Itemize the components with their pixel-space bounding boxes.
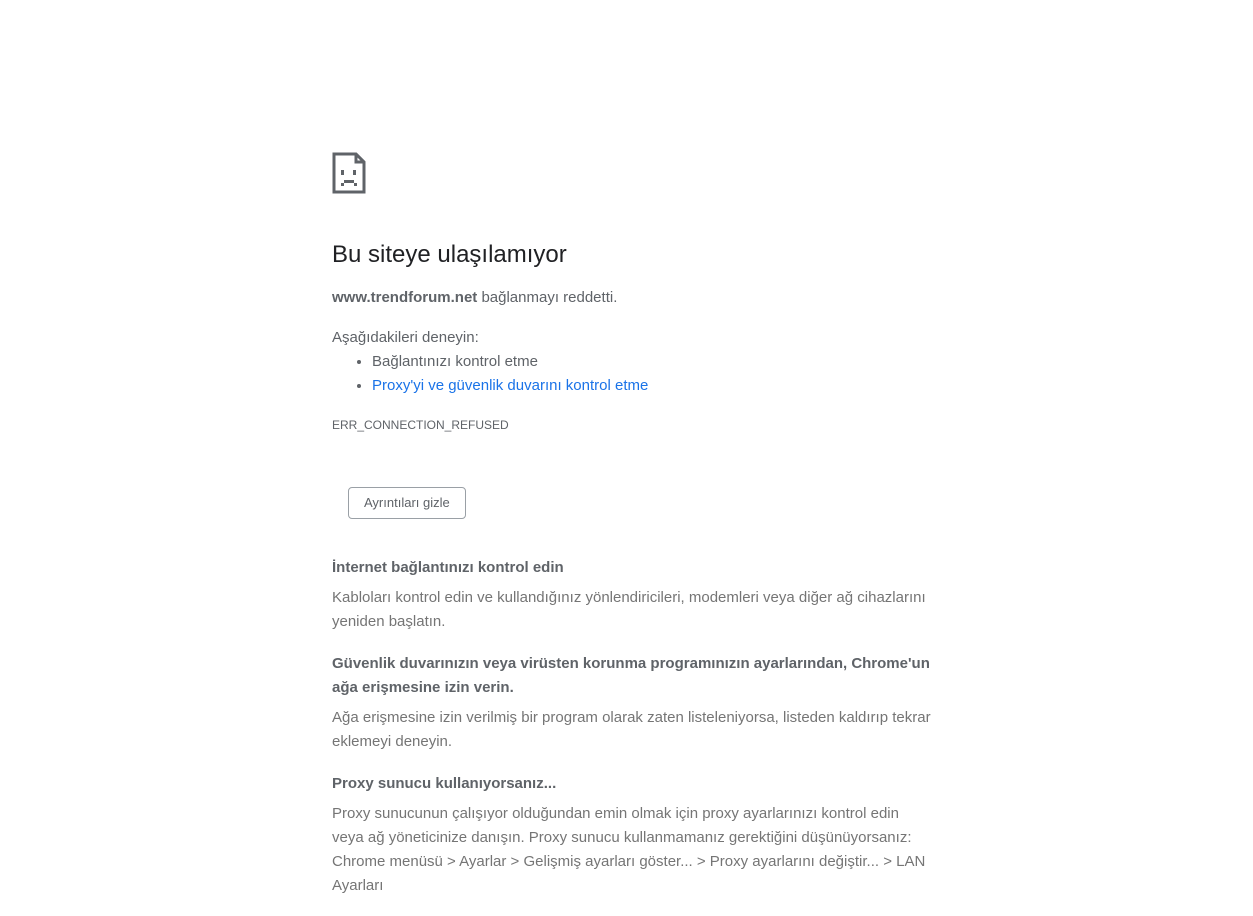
error-page: [332, 152, 932, 894]
hide-details-button[interactable]: Ayrıntıları gizle: [348, 487, 466, 519]
detail-body: Ağa erişmesine izin verilmiş bir program olarak zaten listeleniyorsa, listeden kaldırıp tekrar eklemeyi deneyin.: [332, 709, 931, 750]
detail-item: [332, 556, 932, 634]
detail-heading: İnternet bağlantınızı kontrol edin: [332, 559, 564, 576]
sad-page-icon: [332, 152, 366, 194]
page-title: Bu siteye ulaşılamıyor: [332, 241, 567, 268]
error-summary: [332, 289, 617, 306]
detail-item: [332, 652, 932, 754]
detail-heading: Proxy sunucu kullanıyorsanız...: [332, 775, 557, 792]
suggestions-intro: Aşağıdakileri deneyin:: [332, 329, 479, 346]
detail-heading: Güvenlik duvarınızın veya virüsten korunma programınızın ayarlarından, Chrome'un ağa erişmesine izin verin.: [332, 655, 930, 696]
suggestion-check-connection: • Bağlantınızı kontrol etme: [372, 350, 648, 374]
detail-body: Proxy sunucunun çalışıyor olduğundan emin olmak için proxy ayarlarınızı kontrol edin veya ağ yöneticinize danışın. Proxy sunucu kullanmamanız gerektiğini düşünüyorsanız: Chrome menüsü > Ayarlar > Gelişmiş ayarları göster... > Proxy ayarlarını değiştir... > LAN Ayarları: [332, 805, 926, 894]
suggestions-list: [332, 350, 648, 398]
summary-message: bağlanmayı reddetti.: [477, 289, 618, 306]
detail-item: [332, 772, 932, 898]
detail-body: Kabloları kontrol edin ve kullandığınız yönlendiricileri, modemleri veya diğer ağ cihazlarını yeniden başlatın.: [332, 589, 926, 630]
suggestion-check-proxy: [372, 374, 648, 398]
host-name: www.trendforum.net: [332, 289, 478, 306]
details-section: [332, 556, 932, 916]
error-code: ERR_CONNECTION_REFUSED: [332, 418, 509, 432]
check-proxy-link[interactable]: Proxy'yi ve güvenlik duvarını kontrol etme: [372, 377, 649, 394]
